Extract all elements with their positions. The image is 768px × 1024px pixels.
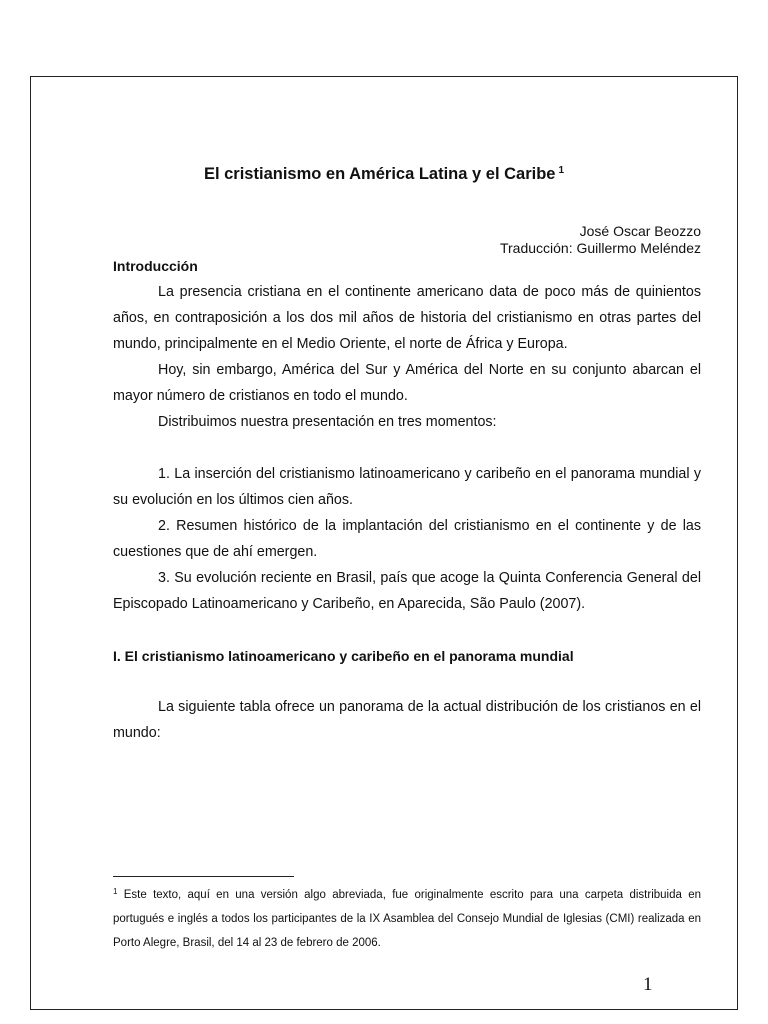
section-paragraph: La siguiente tabla ofrece un panorama de la actual distribución de los cristianos en el mundo: [113, 699, 701, 741]
footnote-divider [113, 876, 294, 877]
title-text: El cristianismo en América Latina y el Caribe [203, 165, 556, 183]
document-title [0, 165, 768, 184]
footnote-mark: 1 [113, 887, 118, 896]
section-heading: I. El cristianismo latinoamericano y caribeño en el panorama mundial [113, 648, 574, 664]
footnote-text: Este texto, aquí en una versión algo abreviada, fue originalmente escrito para una carpeta distribuida en portugués e inglés a todos los participantes de la IX Asamblea del Consejo Mundial de Iglesias (CMI) realizada en Porto Alegre, Brasil, del 14 al 23 de febrero de 2006. [113, 889, 701, 949]
intro-heading: Introducción [113, 258, 198, 274]
intro-paragraph: La presencia cristiana en el continente americano data de poco más de quinientos años, en contraposición a los dos mil años de historia del cristianismo en otras partes del mundo, principalmente en el Medio Oriente, el norte de África y Europa. [113, 284, 701, 352]
author-name: José Oscar Beozzo [579, 223, 701, 239]
author-block [500, 223, 701, 257]
translator-credit: Traducción: Guillermo Meléndez [499, 240, 701, 256]
title-footnote-mark[interactable]: 1 [558, 165, 565, 176]
moment-item: 3. Su evolución reciente en Brasil, país que acoge la Quinta Conferencia General del Episcopado Latinoamericano y Caribeño, en Aparecida, São Paulo (2007). [113, 570, 701, 612]
intro-paragraph: Distribuimos nuestra presentación en tres momentos: [158, 414, 497, 430]
moment-item: 2. Resumen histórico de la implantación del cristianismo en el continente y de las cuestiones que de ahí emergen. [113, 518, 701, 560]
footnote [113, 880, 701, 955]
page-number: 1 [643, 974, 653, 995]
intro-paragraph: Hoy, sin embargo, América del Sur y América del Norte en su conjunto abarcan el mayor número de cristianos en todo el mundo. [113, 362, 701, 404]
moment-item: 1. La inserción del cristianismo latinoamericano y caribeño en el panorama mundial y su evolución en los últimos cien años. [113, 466, 701, 508]
